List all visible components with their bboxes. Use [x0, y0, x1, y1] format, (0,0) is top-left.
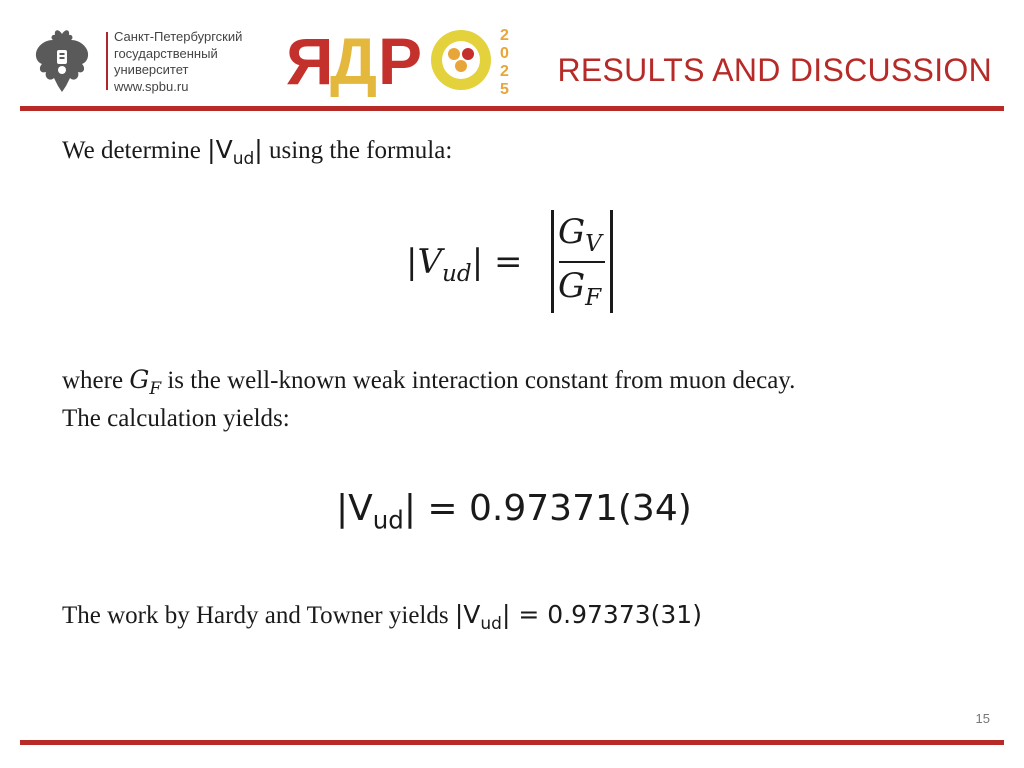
where-tail: is the well-known weak interaction constant from muon decay.	[161, 367, 796, 394]
abs-bar: |	[406, 242, 418, 282]
vud-symbol: V	[348, 488, 373, 529]
vud-symbol: V	[463, 600, 481, 629]
university-line: университет	[114, 62, 189, 77]
logo-year-digit: 2	[500, 63, 509, 80]
vud-subscript: ud	[480, 613, 502, 634]
university-line: государственный	[114, 45, 218, 61]
abs-bar: |	[501, 600, 511, 629]
logo-letter-er: Р	[378, 24, 423, 98]
logo-letter-ya: Я	[286, 24, 334, 98]
gv-subscript: V	[585, 231, 602, 258]
gf-symbol: G	[558, 266, 586, 306]
vud-symbol: V	[417, 242, 443, 282]
intro-line	[62, 135, 452, 169]
gv-symbol: G	[558, 212, 586, 252]
slide-header	[0, 0, 1024, 112]
slide-title: RESULTS AND DISCUSSION	[557, 52, 992, 88]
vud-formula	[406, 210, 626, 314]
gf-subscript: F	[585, 285, 602, 312]
hardy-towner-line	[62, 600, 702, 634]
yadro-conference-logo	[286, 22, 526, 98]
university-website: www.spbu.ru	[114, 78, 189, 94]
hardy-text: The work by Hardy and Towner yields	[62, 602, 455, 629]
abs-bar: |	[336, 488, 349, 529]
logo-year-digit: 0	[500, 45, 509, 62]
atom-circle-icon	[431, 30, 491, 90]
where-line	[62, 365, 795, 399]
logo-divider	[106, 32, 108, 90]
vud-symbol: V	[215, 135, 233, 164]
vud-subscript: ud	[442, 261, 472, 288]
university-line: Санкт-Петербургский	[114, 29, 243, 44]
equals-sign: =	[483, 242, 523, 282]
double-headed-eagle-icon	[28, 26, 96, 98]
logo-letter-de: Д	[330, 24, 378, 98]
calculation-line: The calculation yields:	[62, 405, 290, 432]
vud-subscript: ud	[232, 148, 255, 169]
footer-divider	[20, 740, 1004, 745]
abs-bar: |	[207, 135, 216, 164]
fraction-line	[559, 261, 605, 263]
abs-bar: |	[454, 600, 464, 629]
logo-year-digit: 2	[500, 27, 509, 44]
gf-subscript: F	[149, 378, 162, 399]
intro-text: We determine	[62, 137, 208, 164]
abs-bar: |	[254, 135, 263, 164]
abs-bar: |	[471, 242, 484, 282]
header-divider	[20, 106, 1004, 111]
university-name	[114, 29, 242, 95]
where-text: where	[62, 367, 130, 394]
formula-lhs	[406, 242, 522, 287]
fraction-denominator	[558, 266, 601, 311]
fraction-numerator	[558, 212, 602, 257]
logo-year-digit: 5	[500, 81, 509, 98]
spbu-logo	[28, 26, 278, 98]
abs-bar-right	[610, 210, 613, 313]
intro-tail: using the formula:	[262, 137, 453, 164]
abs-bar: |	[403, 488, 416, 529]
result-equation	[336, 488, 692, 535]
result-value: = 0.97371(34)	[415, 488, 692, 529]
gf-symbol: G	[129, 365, 150, 394]
hardy-value: = 0.97373(31)	[510, 600, 702, 629]
vud-subscript: ud	[372, 505, 404, 535]
abs-bar-left	[551, 210, 554, 313]
page-number: 15	[975, 711, 990, 726]
